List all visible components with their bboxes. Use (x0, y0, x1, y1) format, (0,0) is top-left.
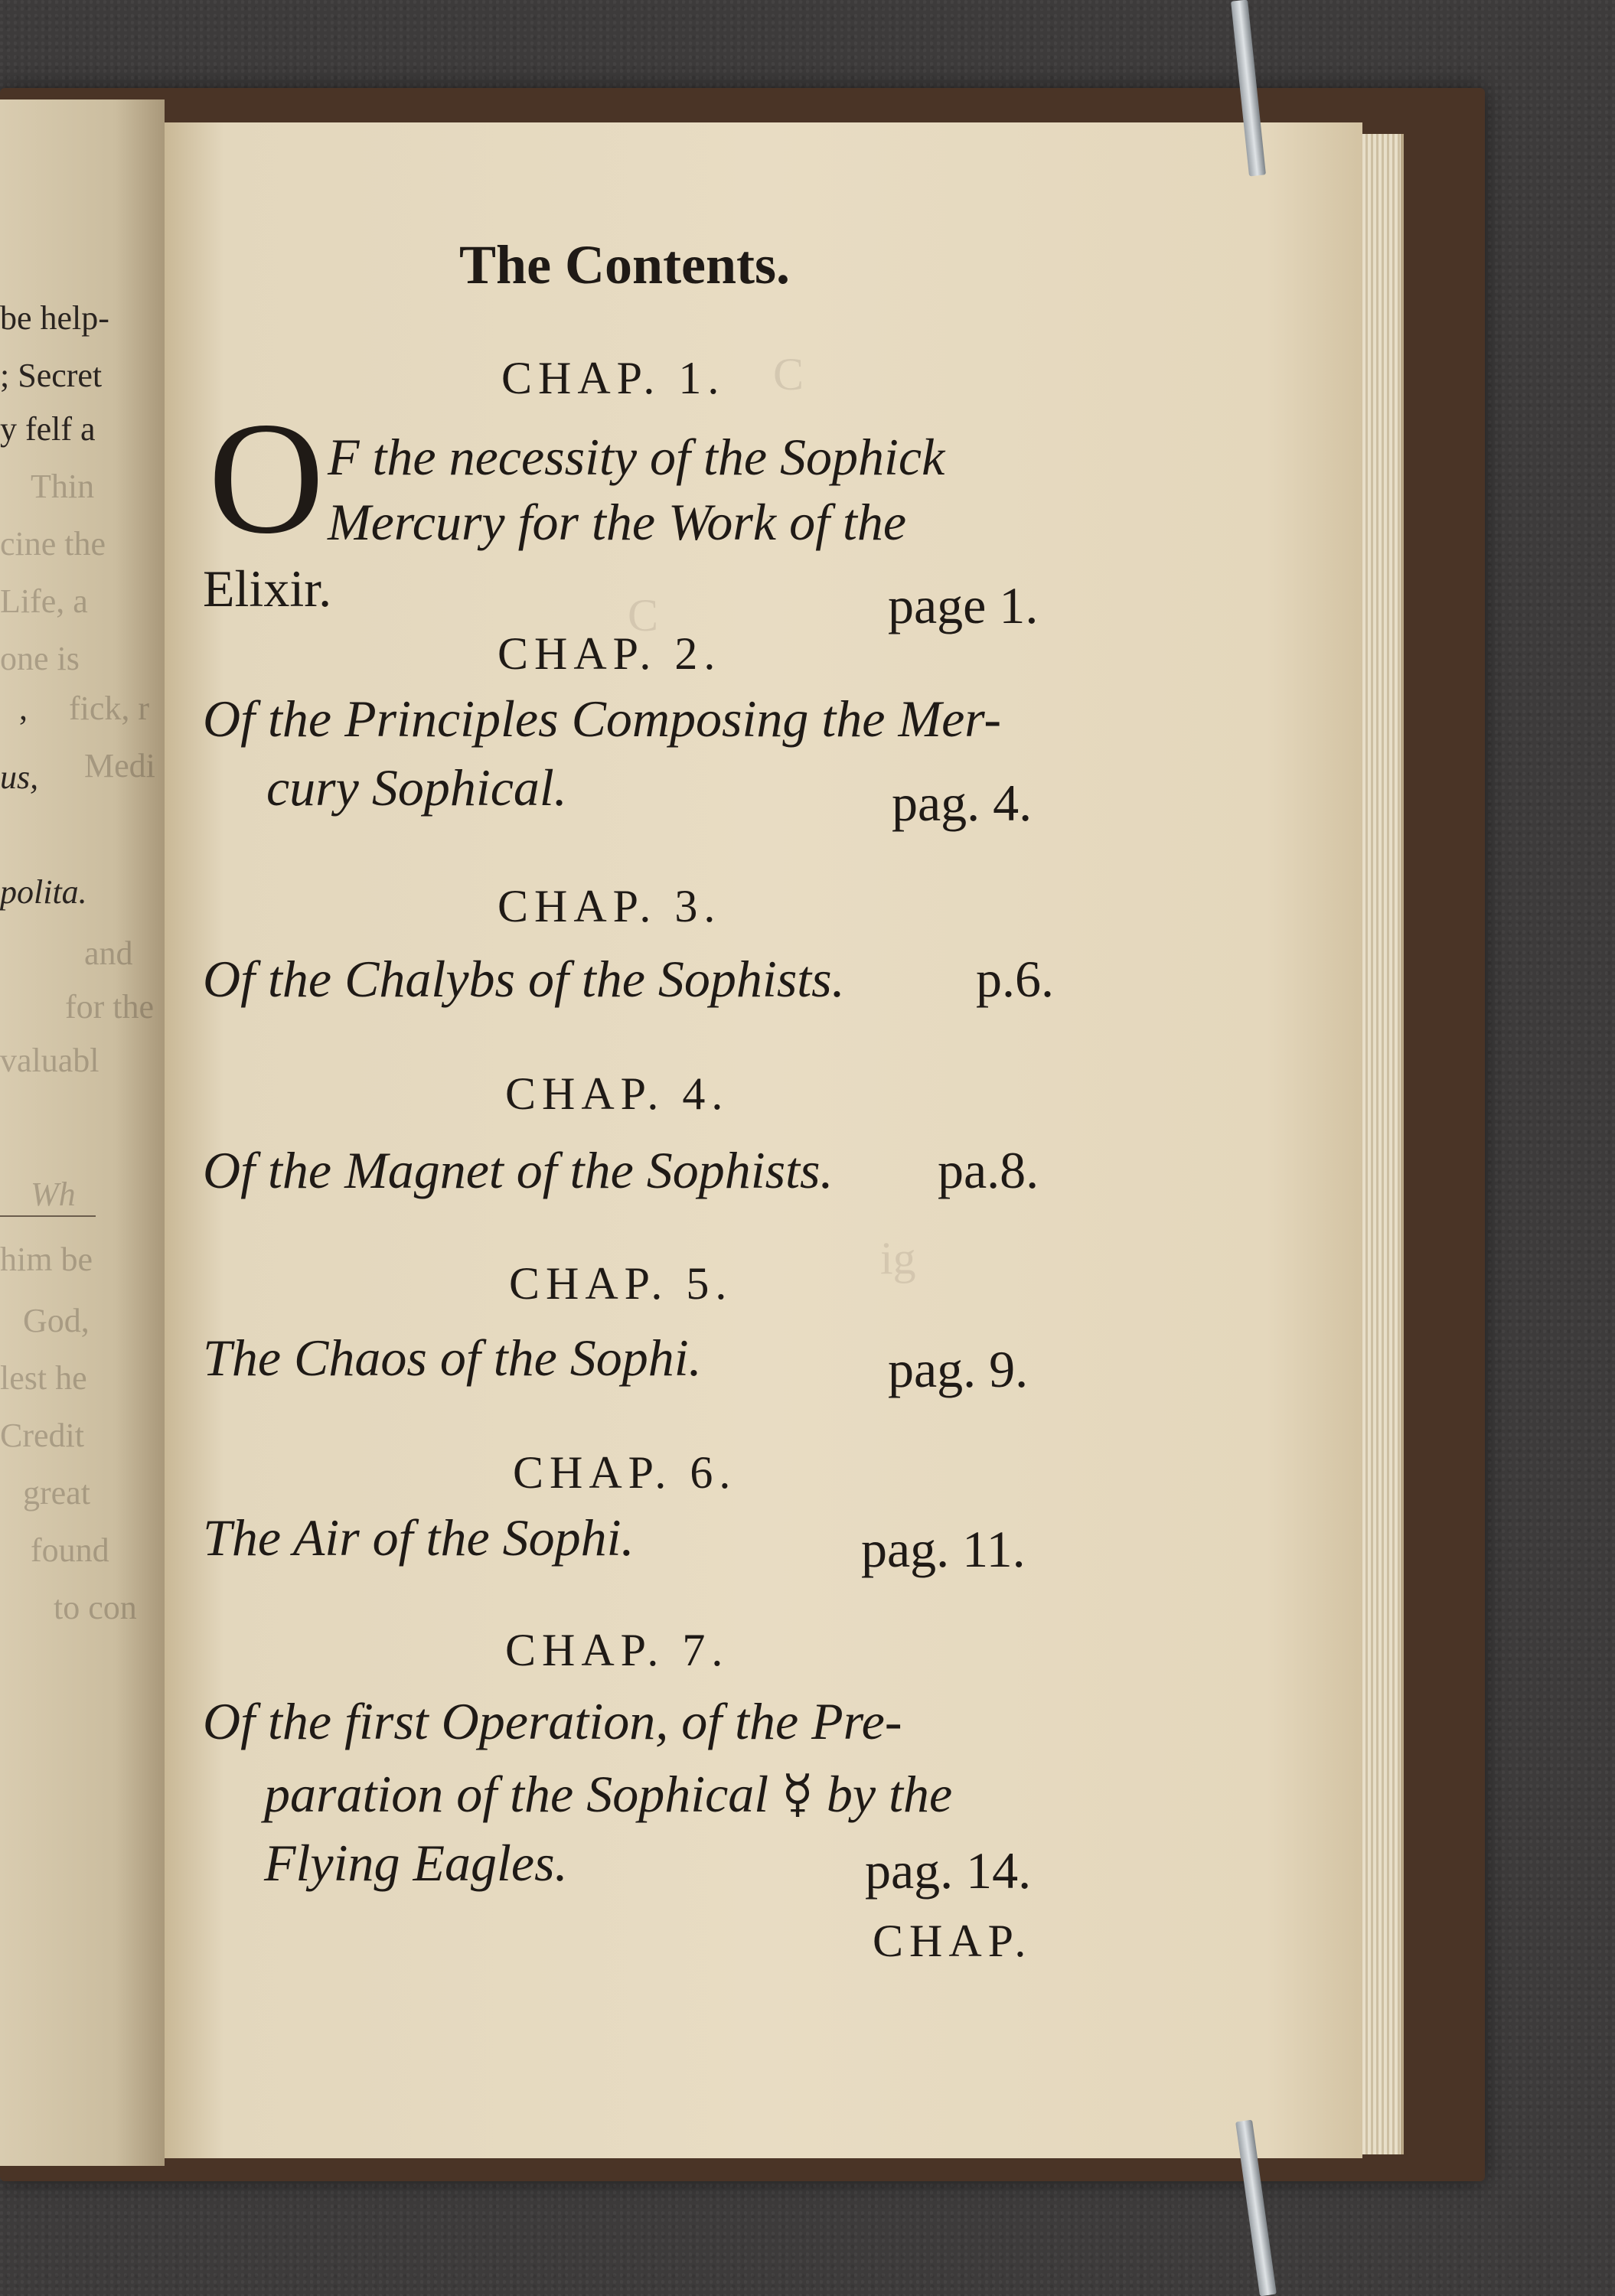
page-edges (1362, 134, 1404, 2154)
entry-line: Mercury for the Work of the (328, 493, 907, 551)
chapter-label: CHAP. 6. (513, 1447, 737, 1498)
left-fragment: for the (65, 988, 155, 1026)
left-fragment: valuabl (0, 1042, 100, 1079)
chapter-label: CHAP. 5. (509, 1258, 733, 1309)
left-fragment: and (84, 934, 133, 972)
left-fragment: found (31, 1531, 109, 1569)
entry-line: Of the Magnet of the Sophists. (203, 1141, 834, 1199)
left-fragment: polita. (0, 873, 87, 911)
left-fragment: Thin (31, 468, 95, 505)
left-fragment: y felf a (0, 410, 96, 448)
chapter-label: CHAP. 7. (505, 1625, 729, 1675)
entry-line: Elixir. (203, 559, 332, 618)
left-fragment: God, (23, 1302, 90, 1339)
entry-line: Flying Eagles. (264, 1834, 568, 1892)
entry-line: paration of the Sophical ☿ by the (264, 1765, 953, 1823)
entry-line: Of the Principles Composing the Mer- (203, 690, 1002, 748)
left-fragment: Credit (0, 1417, 84, 1454)
left-fragment: , (19, 690, 28, 727)
left-page (0, 99, 165, 2166)
left-fragment: lest he (0, 1359, 87, 1397)
left-fragment: Wh (31, 1176, 76, 1213)
left-fragment: him be (0, 1241, 93, 1278)
left-fragment: great (23, 1474, 90, 1512)
left-fragment: Medi (84, 747, 155, 784)
entry-line: Of the Chalybs of the Sophists. (203, 950, 845, 1008)
left-fragment: cine the (0, 525, 106, 563)
entry-line: Of the first Operation, of the Pre- (203, 1692, 902, 1750)
entry-line: cury Sophical. (266, 758, 567, 817)
entry-line: The Chaos of the Sophi. (203, 1329, 702, 1387)
chapter-label: CHAP. 4. (505, 1068, 729, 1119)
chapter-label: CHAP. 3. (498, 881, 722, 931)
left-fragment: be help- (0, 299, 109, 337)
contents-heading: The Contents. (459, 234, 791, 295)
catchword: CHAP. (873, 1916, 1033, 1966)
entry-page: pa.8. (938, 1141, 1039, 1199)
left-fragment: one is (0, 640, 80, 677)
entry-page: page 1. (888, 576, 1039, 634)
left-fragment: ; Secret (0, 357, 103, 394)
left-fragment: fick, r (69, 690, 150, 727)
chapter-label: CHAP. 2. (498, 628, 722, 679)
entry-line: The Air of the Sophi. (203, 1508, 635, 1567)
left-fragment: to con (54, 1589, 137, 1626)
left-fragment: us, (0, 758, 39, 796)
show-through: C (628, 590, 659, 641)
entry-page: pag. 14. (865, 1841, 1032, 1900)
left-fragment: Life, a (0, 582, 88, 620)
entry-page: pag. 11. (861, 1520, 1026, 1578)
show-through: ig (880, 1233, 916, 1283)
entry-line: F the necessity of the Sophick (328, 428, 945, 486)
entry-page: pag. 9. (888, 1340, 1029, 1398)
drop-cap: O (208, 390, 325, 567)
left-rule (0, 1215, 96, 1217)
entry-page: p.6. (976, 950, 1054, 1008)
entry-page: pag. 4. (892, 774, 1033, 832)
show-through: C (773, 349, 804, 400)
chapter-label: CHAP. 1. (501, 353, 726, 403)
